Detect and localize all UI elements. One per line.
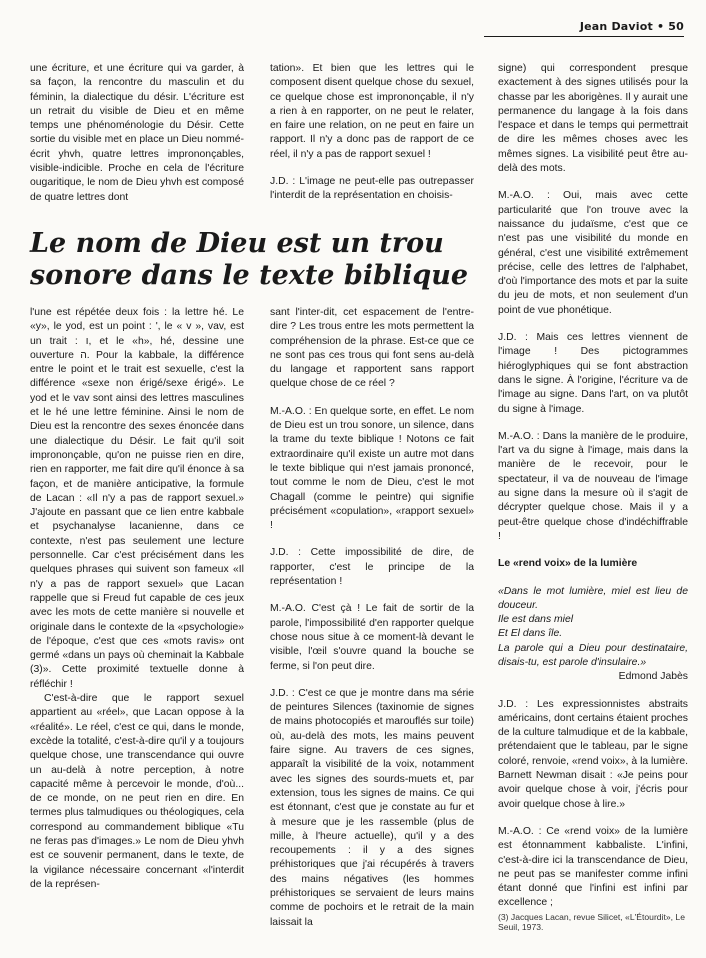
- quote-line: La parole qui a Dieu pour destinataire, disais-tu, est parole d'insulaire.»: [498, 642, 688, 668]
- paragraph: signe) qui correspondent presque exactement à des signes utilisés pour la chasse par les aborigènes. Il y aurait une permanence du langage à la fois dans l'espace et dans le temps qui permettrait de dire les mêmes choses avec les mêmes signes. La visibilité peut être au-delà des mots.: [498, 63, 688, 175]
- footnote: (3) Jacques Lacan, revue Silicet, «L'Étourdit», Le Seuil, 1973.: [498, 912, 685, 932]
- headline-line-2: sonore dans le texte biblique: [30, 260, 469, 291]
- header-rule: [484, 36, 684, 37]
- paragraph: J.D. : Cette impossibilité de dire, de rapporter, c'est le principe de la représentation !: [270, 547, 474, 588]
- column-2-bottom: [270, 306, 474, 930]
- quote-author: Edmond Jabès: [618, 671, 688, 683]
- headline-line-1: Le nom de Dieu est un trou: [30, 228, 444, 259]
- paragraph: l'une est répétée deux fois : la lettre hé. Le «y», le yod, est un point : ', le « v », vav, est un trait : ו, et le «h», hé, dessine une ouverture ה. Pour la kabbale, la différence entre le point et le trait est sexuelle, c'est la différence «sexe non érigé/sexe érigé». Le yod et le vav sont ainsi des lettres masculines et le hé une lettre féminine. Ainsi le nom de Dieu est la rencontre des sexes énoncée dans une dialectique du Désir. Le fait qu'il soit imprononçable, qu'on ne puisse rien en dire, rien en rapporter, me fait dire qu'il énonce à sa façon, et de manière anticipative, la formule de Lacan : «Il n'y a pas de rapport sexuel.» J'ajoute en passant que ce lien entre kabbale et psychanalyse lacanienne, dans ce contexte, n'est pas seulement une lecture personnelle. Car c'est précisément dans les quelques phrases qui suivent son fameux «Il n'y a pas de rapport sexuel» que Lacan rappelle que si Freud fut capable de ces jeux avec les mots de cette manière si nouvelle et originale dans le contexte de la «psychologie» de l'époque, c'est que ces «mots ravis» ont germé «dans un pays où cheminait la Kabbale (3)». Cette proximité textuelle donne à réfléchir !: [30, 307, 244, 690]
- quote-line: Ile est dans miel: [498, 614, 574, 626]
- paragraph: une écriture, et une écriture qui va garder, à sa façon, la rencontre du masculin et du féminin, la dialectique du désir. L'écriture est un retrait du visible de Dieu et en même temps une phénoménologie du Désir. Cette sortie du visible met en place un Dieu nommé-écrit yhvh, quatre lettres imprononçables, visible-indicible. Proche en cela de l'écriture ougaritique, le nom de Dieu yhvh est composé de quatre lettres dont: [30, 63, 244, 203]
- column-1-top: [30, 62, 244, 205]
- subheading: Le «rend voix» de la lumière: [498, 558, 638, 570]
- running-head: Jean Daviot • 50: [579, 20, 684, 33]
- paragraph: M.-A.O. : En quelque sorte, en effet. Le nom de Dieu est un trou sonore, un silence, dans la trame du texte biblique ! Notons ce fait extraordinaire qu'il existe un autre mot dans le texte biblique qui n'est jamais prononcé, tout comme le nom de Dieu, c'est le mot Chagall (comme le peintre) qui signifie précisément «copulation», «rapport sexuel» !: [270, 405, 474, 532]
- quote-line: «Dans le mot lumière, miel est lieu de douceur.: [498, 585, 688, 611]
- paragraph: M.-A.O. C'est çà ! Le fait de sortir de la parole, l'impossibilité d'en rapporter quelque chose nous situe à ce moment-là devant le visible, l'œil s'ouvre quand la bouche se ferme, si l'on peut dire.: [270, 603, 474, 672]
- paragraph: J.D. : Les expressionnistes abstraits américains, dont certains étaient proches de la culture talmudique et de la kabbale, prétendaient que le tableau, par le signe coloré, renvoie, «rend voix», à la lumière. Barnett Newman disait : «Je peins pour avoir quelque chose à voir, j'écris pour avoir quelque chose à lire.»: [498, 698, 689, 810]
- column-2-top: [270, 62, 474, 204]
- column-3: [498, 62, 688, 911]
- paragraph: M.-A.O. : Oui, mais avec cette particularité que l'on trouve avec la naissance du judaïsme, c'est que ce n'est pas une visibilité du monde en général, c'est une visibilité extrêmement précise, celle des lettres de l'alphabet, d'où l'importance des mots et par la suite du jeu de mots, et non seulement d'un point de vue phonétique.: [498, 190, 688, 316]
- paragraph: sant l'inter-dit, cet espacement de l'entre-dire ? Les trous entre les mots permettent la compréhension de la phrase. Est-ce que ce ne sont pas ces trous qui font sens au-delà du langage et rapportent sans rapport quelque chose de ce réel ?: [270, 307, 474, 390]
- paragraph: J.D. : C'est ce que je montre dans ma série de peintures Silences (taxinomie de signes de mains photocopiés et marouflés sur toile) où, au-delà des mots, les mains peuvent faire signe. Au travers de ces signes, apparaît la visibilité de la voix, notamment avec les signes des sourds-muets et, par extension, tous les signes de mains. Ce qui est étonnant, c'est que je constate au fur et à mesure que je les rassemble (plus de mille, à l'heure actuelle), qu'il y a des recoupements : il y a des signes préhistoriques que j'ai récupérés à travers des mains négatives (les hommes préhistoriques se servaient de leurs mains comme de pochoirs et le retrait de la main laissait la: [270, 687, 474, 928]
- paragraph: M.-A.O. : Dans la manière de le produire, l'art va du signe à l'image, mais dans la manière de le recevoir, pour le spectateur, il va de nouveau de l'image au signe dans la mesure où il s'agit de décrypter quelque chose. Mais il y a peut-être quelque chose d'indéchiffrable !: [498, 430, 688, 542]
- article-headline: [30, 228, 470, 292]
- paragraph: J.D. : Mais ces lettres viennent de l'image ! Des pictogrammes hiéroglyphiques qui se font abstraction dans le signe. À l'origine, l'écriture va de l'image au signe. Dans l'art, on va plutôt du signe à l'image.: [498, 332, 688, 415]
- paragraph: M.-A.O. : Ce «rend voix» de la lumière est étonnamment kabbaliste. L'infini, c'est-à-dire ici la transcendance de Dieu, ne peut pas se manifester comme infini étant donné que l'infini est infini par excellence ;: [498, 825, 688, 909]
- quote-line: Et El dans île.: [498, 628, 563, 640]
- column-1-bottom: [30, 306, 244, 892]
- paragraph: tation». Et bien que les lettres qui le composent disent quelque chose du sexuel, ce quelque chose est imprononçable, il n'y a rien à en rapporter, on ne peut le relater, en faire une relation, on ne peut en faire un rapport. Il n'y a donc pas de rapport de ce réel, il n'y a pas de rapport sexuel !: [270, 63, 474, 160]
- paragraph: C'est-à-dire que le rapport sexuel appartient au «réel», que Lacan oppose à la «réalité». Le réel, c'est ce qui, dans le monde, excède la totalité, c'est-à-dire qu'il y a toujours quelque chose, une transcendance qui ouvre un au-delà à notre perception, à notre capacité même à percevoir le monde, d'où... de ce monde, on ne peut rien en dire. En termes plus talmudiques ou théologiques, cela correspond au commandement biblique «Tu ne feras pas d'images.» Le nom de Dieu yhvh est ce souvenir permanent, dans le texte, de la vigilance nécessaire concernant «l'interdit de la représen-: [30, 693, 244, 890]
- paragraph: J.D. : L'image ne peut-elle pas outrepasser l'interdit de la représentation en choisis-: [270, 176, 474, 202]
